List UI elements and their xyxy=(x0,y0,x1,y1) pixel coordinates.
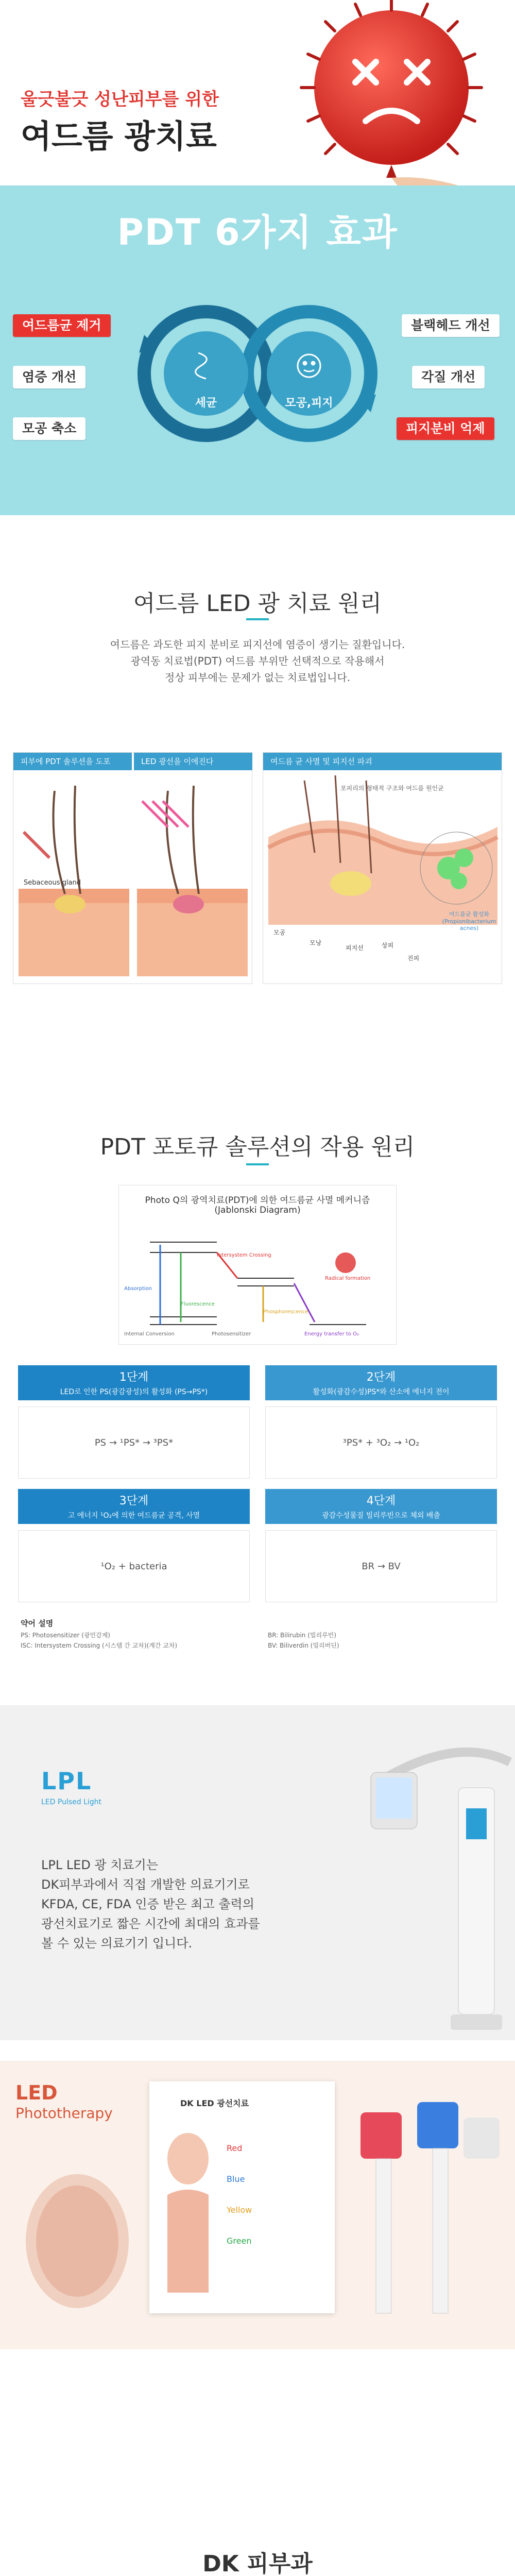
step-3-formula: ¹O₂ + bacteria xyxy=(18,1530,250,1602)
cycle-left-label: 세균 xyxy=(195,397,217,410)
led-desc-3: 정상 피부에는 문제가 없는 치료법입니다. xyxy=(164,671,351,684)
lpl-desc-4: 볼 수 있는 의료기기 입니다. xyxy=(41,1936,193,1951)
panel2-note2: 여드름균 활성화(Propionibacterium acnes) xyxy=(442,911,496,931)
panel1-header-a: 피부에 PDT 솔루션을 도포 xyxy=(13,753,132,770)
lpl-logo: LPL xyxy=(41,1767,92,1795)
footnote-0: PS: Photosensitizer (광민감제) xyxy=(21,1632,110,1639)
step-3-text: 고 에너지 ¹O₂에 의한 여드름균 공격, 사멸 xyxy=(67,1512,200,1520)
lpl-logo-sub: LED Pulsed Light xyxy=(41,1798,102,1806)
step-4-header xyxy=(265,1489,497,1524)
panel2-header: 여드름 균 사멸 및 피지선 파괴 xyxy=(263,753,502,770)
lpl-desc-3: 광선치료기로 짧은 시간에 최대의 효과를 xyxy=(41,1917,260,1931)
lpl-desc-2: KFDA, CE, FDA 인증 받은 최고 출력의 xyxy=(41,1897,254,1911)
hero-section xyxy=(0,0,515,515)
lpl-desc-1: DK피부과에서 직접 개발한 의료기기로 xyxy=(41,1877,250,1892)
skin-label-3: 상피 xyxy=(382,942,394,949)
effect-tag-sebum: 피지분비 억제 xyxy=(397,417,494,440)
panel1-header-b: LED 광선을 이에진다 xyxy=(134,753,252,770)
pdt-effects-title: PDT 6가지 효과 xyxy=(117,211,398,253)
effect-tag-pores: 모공 축소 xyxy=(13,417,85,440)
skin-label-0: 모공 xyxy=(273,929,286,936)
step-2-formula: ³PS* + ³O₂ → ¹O₂ xyxy=(265,1406,497,1479)
jablonski-title: Photo Q의 광역치료(PDT)에 의한 여드름균 사멸 메커니즘 xyxy=(145,1195,370,1206)
step-1 xyxy=(18,1365,250,1481)
brochure-head: DK LED 광선치료 xyxy=(180,2098,249,2108)
step-3 xyxy=(18,1489,250,1605)
led-desc-1: 여드름은 과도한 피지 분비로 피지선에 염증이 생기는 질환입니다. xyxy=(110,638,405,651)
hero-subtitle: 울긋불긋 성난피부를 위한 xyxy=(21,89,219,110)
led-panel-1 xyxy=(13,752,252,984)
sebaceous-gland-label: Sebaceous gland xyxy=(24,879,81,887)
photocure-section xyxy=(0,1123,515,1705)
step-3-header xyxy=(18,1489,250,1524)
effect-tag-blackhead: 블랙헤드 개선 xyxy=(402,314,500,337)
step-2-header xyxy=(265,1365,497,1400)
panel2-note: 포피리의 형태적 구조와 여드름 원인균 xyxy=(340,785,444,792)
step-grid xyxy=(18,1365,497,1607)
effect-tag-bacteria: 여드름균 제거 xyxy=(13,314,111,337)
effect-tag-keratin: 각질 개선 xyxy=(412,366,485,388)
brochure-item-green: Green xyxy=(227,2236,252,2246)
footnote-title: 약어 설명 xyxy=(21,1619,54,1628)
cycle-right-label: 모공,피지 xyxy=(285,397,333,410)
footnote-1: ISC: Intersystem Crossing (시스템 간 교차)(계간 교차) xyxy=(21,1642,178,1649)
brochure-item-red: Red xyxy=(227,2143,243,2153)
skin-label-2: 피지선 xyxy=(346,944,364,952)
skin-layer-illustration xyxy=(13,770,252,984)
step-4 xyxy=(265,1489,497,1605)
jablonski-label-4: Intersystem Crossing xyxy=(217,1252,271,1258)
brochure-item-blue: Blue xyxy=(227,2174,245,2184)
brochure-face-illustration xyxy=(160,2128,216,2293)
skin-label-4: 진피 xyxy=(407,955,420,962)
step-1-header xyxy=(18,1365,250,1400)
step-1-formula: PS → ¹PS* → ³PS* xyxy=(18,1406,250,1479)
jablonski-label-2: Phosphorescence xyxy=(263,1309,308,1315)
step-2-num: 2단계 xyxy=(366,1371,396,1384)
jablonski-label-1: Fluorescence xyxy=(181,1301,215,1307)
jablonski-label-7: Energy transfer to O₂ xyxy=(304,1331,359,1337)
jablonski-label-5: Photosensitizer xyxy=(212,1331,251,1337)
brochure-item-yellow: Yellow xyxy=(227,2205,252,2215)
jablonski-label-0: Absorption xyxy=(124,1286,152,1292)
led-principle-section xyxy=(0,515,515,1123)
step-4-num: 4단계 xyxy=(366,1495,396,1507)
hero-title: 여드름 광치료 xyxy=(21,117,217,155)
step-1-text: LED로 인한 PS(광감광성)의 활성화 (PS→PS*) xyxy=(60,1388,208,1396)
brochure-face-photo xyxy=(10,2164,144,2318)
brochure-title: LED xyxy=(15,2081,58,2104)
footnote-2: BR: Bilirubin (빌리루빈) xyxy=(268,1632,336,1639)
effect-tag-inflammation: 염증 개선 xyxy=(13,366,85,388)
bacteria-illustration xyxy=(263,770,502,984)
brochure-card xyxy=(149,2081,335,2313)
step-1-num: 1단계 xyxy=(119,1371,149,1384)
jablonski-subtitle: (Jablonski Diagram) xyxy=(214,1205,301,1215)
cycle-diagram xyxy=(124,289,391,459)
step-4-formula: BR → BV xyxy=(265,1530,497,1602)
photocure-title-rule xyxy=(246,1163,269,1165)
lpl-brochure xyxy=(0,2061,515,2349)
step-2-text: 활성화(광감수성)PS*와 산소에 에너지 전이 xyxy=(313,1388,450,1396)
jablonski-box xyxy=(118,1185,397,1345)
led-panel-2 xyxy=(263,752,502,984)
lpl-device-illustration xyxy=(355,1705,515,2045)
led-title-rule xyxy=(246,618,269,620)
lpl-desc-0: LPL LED 광 치료기는 xyxy=(41,1858,159,1872)
led-desc-2: 광역동 치료법(PDT) 여드름 부위만 선택적으로 작용해서 xyxy=(130,655,385,667)
skin-label-1: 모낭 xyxy=(310,939,322,946)
dk-title-2 xyxy=(0,2573,515,2576)
jablonski-label-6: Radical formation xyxy=(325,1276,371,1281)
dk-title-1: DK 피부과 xyxy=(202,2551,313,2576)
brochure-sub: Phototherapy xyxy=(15,2105,113,2122)
photocure-title: PDT 포토큐 솔루션의 작용 원리 xyxy=(100,1134,415,1160)
jablonski-label-3: Internal Conversion xyxy=(124,1331,175,1337)
step-2 xyxy=(265,1365,497,1481)
step-4-text: 광감수성물질 빌리루빈으로 체외 배출 xyxy=(322,1512,440,1520)
dk-advantages-section xyxy=(0,2509,515,2576)
step-3-num: 3단계 xyxy=(119,1495,149,1507)
lpl-section xyxy=(0,1705,515,2509)
led-title: 여드름 LED 광 치료 원리 xyxy=(133,590,382,617)
footnote-3: BV: Biliverdin (빌리버딘) xyxy=(268,1642,339,1649)
brochure-devices-illustration xyxy=(350,2081,505,2329)
